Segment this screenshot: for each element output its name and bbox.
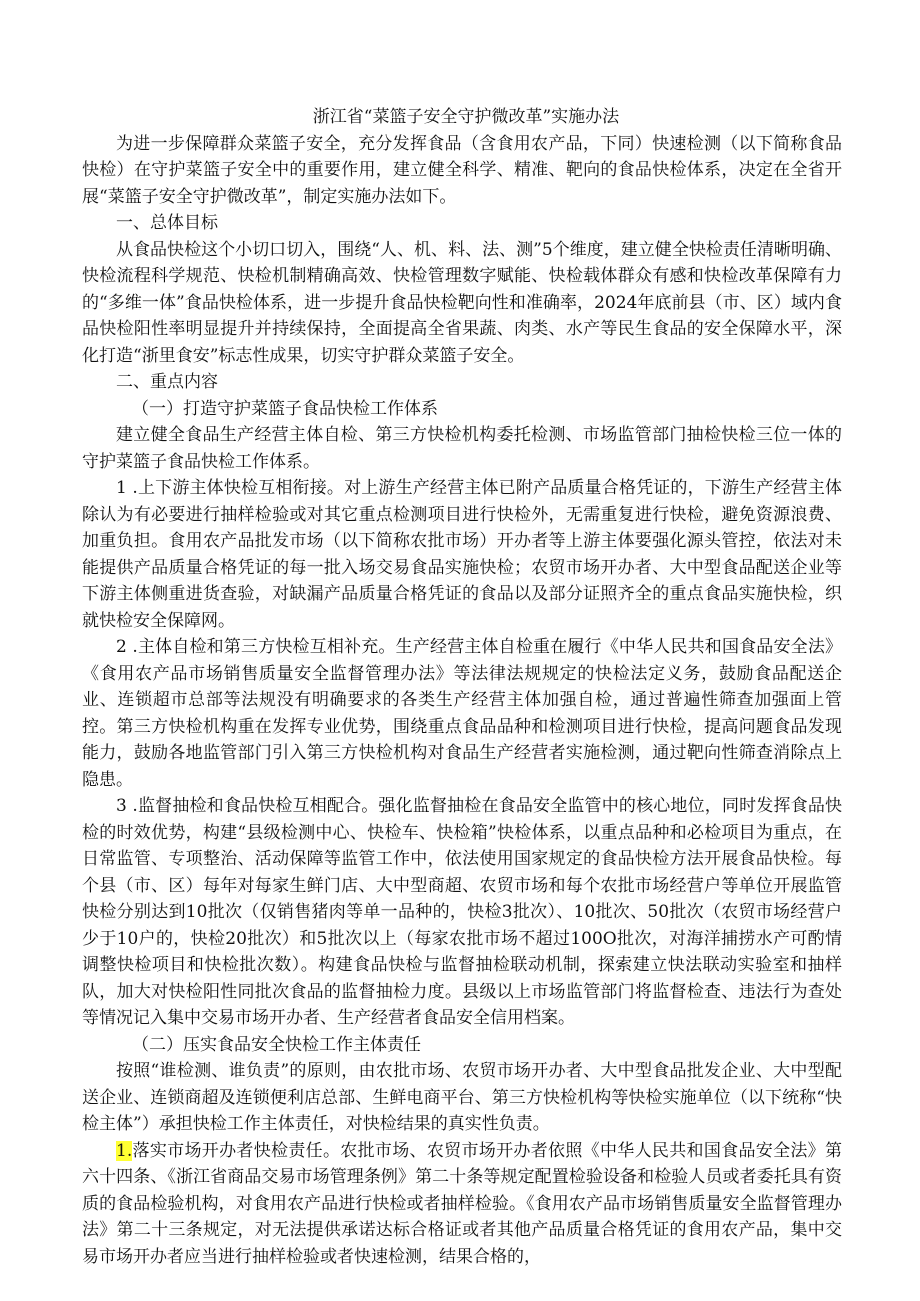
- document-title: 浙江省“菜篮子安全守护微改革”实施办法: [312, 107, 620, 127]
- item-paragraph-4: [82, 1138, 842, 1271]
- item-paragraph-1: 1 .上下游主体快检互相衔接。对上游生产经营主体已附产品质量合格凭证的，下游生产经营主体除认为有必要进行抽样检验或对其它重点检测项目进行快检外，无需重复进行快检，避免资源浪费、加重负担。食用农产品批发市场（以下简称农批市场）开办者等上游主体要强化源头管控，依法对未能提供产品质量合格凭证的每一批入场交易食品实施快检；农贸市场开办者、大中型食品配送企业等下游主体侧重进货查验，对缺漏产品质量合格凭证的食品以及部分证照齐全的重点食品实施快检，织就快检安全保障网。: [82, 478, 842, 631]
- subsection-heading-2: （二）压实食品安全快检工作主体责任: [132, 1034, 421, 1055]
- subsection-heading-1: （一）打造守护菜篮子食品快检工作体系: [132, 398, 438, 419]
- item-paragraph-2: 2 .主体自检和第三方快检互相补充。生产经营主体自检重在履行《中华人民共和国食品安全法》《食用农产品市场销售质量安全监督管理办法》等法律法规规定的快检法定义务，鼓励食品配送企业、连锁超市总部等法规没有明确要求的各类生产经营主体加强自检，通过普遍性筛查加强面上管控。第三方快检机构重在发挥专业优势，围绕重点食品品种和检测项目进行快检，提高问题食品发现能力，鼓励各地监管部门引入第三方快检机构对食品生产经营者实施检测，通过靶向性筛查消除点上隐患。: [82, 637, 842, 790]
- section-heading-goals: 一、总体目标: [116, 213, 218, 233]
- goal-paragraph: 从食品快检这个小切口切入，围绕“人、机、料、法、测”5个维度，建立健全快检责任清晰明确、快检流程科学规范、快检机制精确高效、快检管理数字赋能、快检载体群众有感和快检改革保障有力的“多维一体”食品快检体系，进一步提升食品快检靶向性和准确率，2024年底前县（市、区）域内食品快检阳性率明显提升并持续保持，全面提高全省果蔬、肉类、水产等民生食品的安全保障水平，深化打造“浙里食安”标志性成果，切实守护群众菜篮子安全。: [82, 239, 842, 366]
- subsection-2-intro: 按照“谁检测、谁负责”的原则，由农批市场、农贸市场开办者、大中型食品批发企业、大中型配送企业、连锁商超及连锁便利店总部、生鲜电商平台、第三方快检机构等快检实施单位（以下统称“快检主体”）承担快检工作主体责任，对快检结果的真实性负责。: [82, 1061, 842, 1134]
- subsection-1-intro: 建立健全食品生产经营主体自检、第三方快检机构委托检测、市场监管部门抽检快检三位一体的守护菜篮子食品快检工作体系。: [82, 425, 842, 472]
- highlighted-number: 1.: [116, 1140, 133, 1161]
- section-heading-key-content: 二、重点内容: [116, 372, 218, 392]
- item-paragraph-4-text: 落实市场开办者快检责任。农批市场、农贸市场开办者依照《中华人民共和国食品安全法》第六十四条、《浙江省商品交易市场管理条例》第二十条等规定配置检验设备和检验人员或者委托具有资质的食品检验机构，对食用农产品进行快检或者抽样检验。《食用农产品市场销售质量安全监督管理办法》第二十三条规定，对无法提供承诺达标合格证或者其他产品质量合格凭证的食用农产品，集中交易市场开办者应当进行抽样检验或者快速检测，结果合格的，: [82, 1140, 842, 1267]
- item-paragraph-3: 3 .监督抽检和食品快检互相配合。强化监督抽检在食品安全监管中的核心地位，同时发挥食品快检的时效优势，构建“县级检测中心、快检车、快检箱”快检体系，以重点品种和必检项目为重点，在日常监管、专项整治、活动保障等监管工作中，依法使用国家规定的食品快检方法开展食品快检。每个县（市、区）每年对每家生鲜门店、大中型商超、农贸市场和每个农批市场经营户等单位开展监管快检分别达到10批次（仅销售猪肉等单一品种的，快检3批次）、10批次、50批次（农贸市场经营户少于10户的，快检20批次）和5批次以上（每家农批市场不超过100O批次，对海洋捕捞水产可酌情调整快检项目和快检批次数）。构建食品快检与监督抽检联动机制，探索建立快法联动实验室和抽样队，加大对快检阳性同批次食品的监督抽检力度。县级以上市场监管部门将监督检查、违法行为查处等情况记入集中交易市场开办者、生产经营者食品安全信用档案。: [82, 796, 842, 1028]
- intro-paragraph: 为进一步保障群众菜篮子安全，充分发挥食品（含食用农产品，下同）快速检测（以下简称食品快检）在守护菜篮子安全中的重要作用，建立健全科学、精准、靶向的食品快检体系，决定在全省开展“菜篮子安全守护微改革”，制定实施办法如下。: [82, 133, 842, 207]
